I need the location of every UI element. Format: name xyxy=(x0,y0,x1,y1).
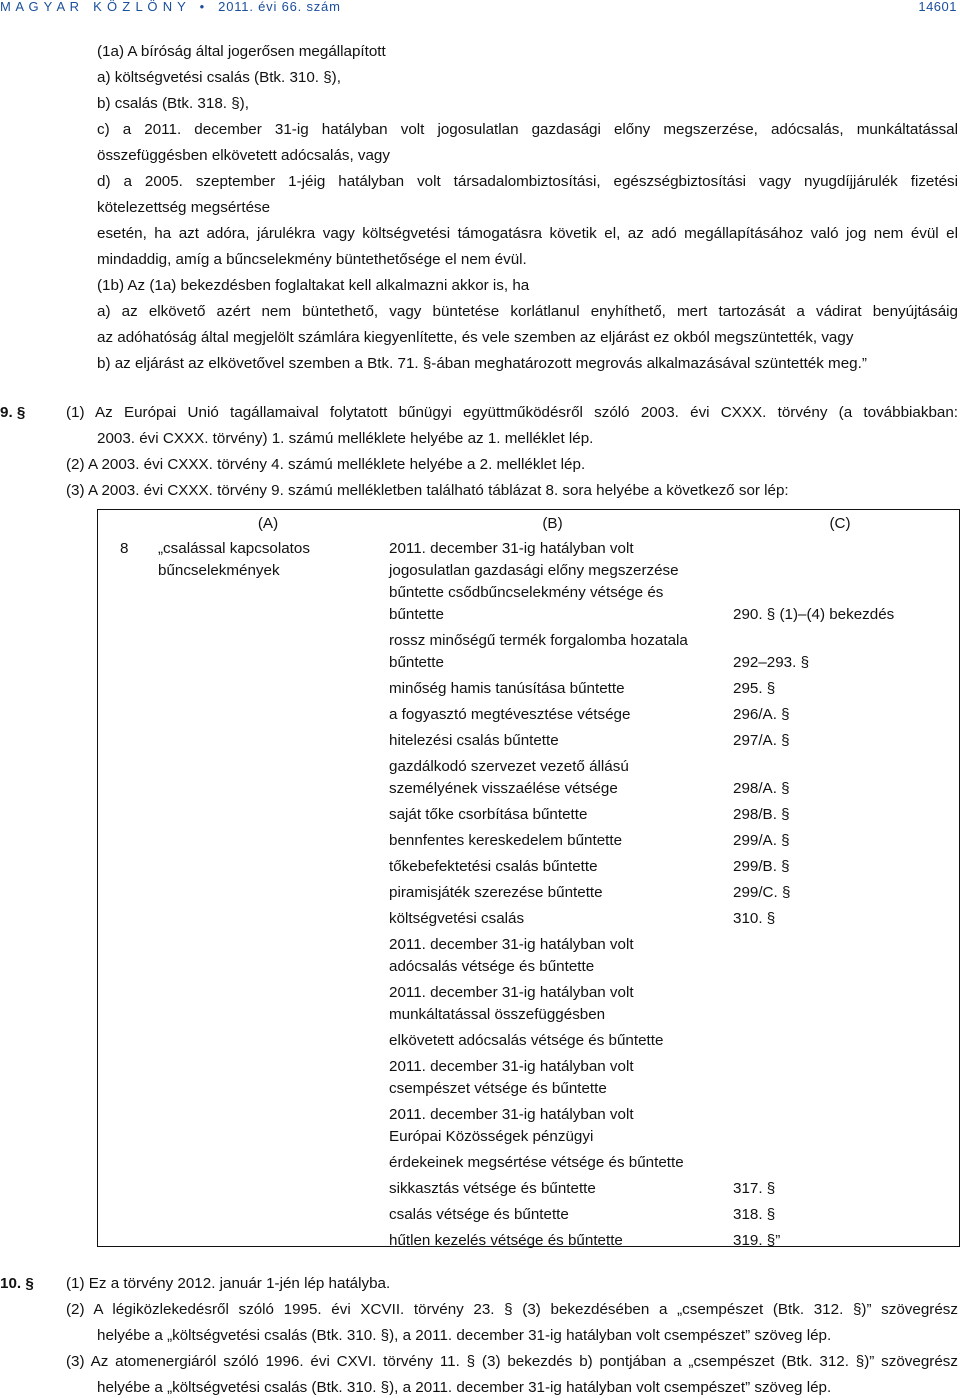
item-1b-b: b) az eljárást az elkövetővel szemben a Btk. 71. §-ában meghatározott megrovás alkalmazásával szüntették meg.” xyxy=(97,355,867,372)
section-9-para-2: (2) A 2003. évi CXXX. törvény 4. számú melléklete helyébe a 2. melléklet lép. xyxy=(66,456,586,473)
column-b-line: sikkasztás vétsége és bűntette xyxy=(389,1180,596,1197)
column-b-line: személyének visszaélése vétsége xyxy=(389,780,618,797)
column-c-line: 295. § xyxy=(733,680,776,697)
table-top-border xyxy=(97,509,960,510)
column-b-line: piramisjáték szerezése bűntette xyxy=(389,884,603,901)
column-b-line: minőség hamis tanúsítása bűntette xyxy=(389,680,625,697)
row-label-line-1: „csalással kapcsolatos xyxy=(158,540,310,557)
item-c: c) a 2011. december 31-ig hatályban volt jogosulatlan gazdasági előny megszerzése, adócsalás, munkáltatással xyxy=(97,121,958,138)
column-b-line: költségvetési csalás xyxy=(389,910,525,927)
section-9-para-3: (3) A 2003. évi CXXX. törvény 9. számú mellékletben található táblázat 8. sora helyébe a következő sor lép: xyxy=(66,482,789,499)
item-d: d) a 2005. szeptember 1-jéig hatályban volt társadalombiztosítási, egészségbiztosítási vagy nyugdíjjárulék fizetési xyxy=(97,173,958,190)
column-header-b: (B) xyxy=(542,515,563,532)
column-c-line: 299/C. § xyxy=(733,884,791,901)
journal-title: M A G Y A R K Ö Z L Ö N Y • 2011. évi 66. szám xyxy=(0,0,341,14)
section-10-para-1: (1) Ez a törvény 2012. január 1-jén lép hatályba. xyxy=(66,1275,391,1292)
page-number: 14601 xyxy=(918,0,957,14)
section-10-number: 10. § xyxy=(0,1275,34,1292)
column-b-line: tőkebefektetési csalás bűntette xyxy=(389,858,598,875)
column-b-line: csempészet vétsége és bűntette xyxy=(389,1080,607,1097)
section-10-para-3: (3) Az atomenergiáról szóló 1996. évi CXVI. törvény 11. § (3) bekezdés b) pontjában a „csempészet (Btk. 312. §)” szövegrész xyxy=(66,1353,958,1370)
section-10-para-3-cont: helyébe a „költségvetési csalás (Btk. 310. §), a 2011. december 31-ig hatályban volt csempészet” szöveg lép. xyxy=(97,1379,832,1396)
column-b-line: adócsalás vétsége és bűntette xyxy=(389,958,595,975)
column-b-line: 2011. december 31-ig hatályban volt xyxy=(389,936,634,953)
column-b-line: hitelezési csalás bűntette xyxy=(389,732,559,749)
column-c-line: 298/B. § xyxy=(733,806,790,823)
column-header-c: (C) xyxy=(829,515,851,532)
column-c-line: 310. § xyxy=(733,910,776,927)
column-b-line: a fogyasztó megtévesztése vétsége xyxy=(389,706,631,723)
column-c-line: 318. § xyxy=(733,1206,776,1223)
column-b-line: bennfentes kereskedelem bűntette xyxy=(389,832,623,849)
item-a: a) költségvetési csalás (Btk. 310. §), xyxy=(97,69,341,86)
table-left-border xyxy=(97,509,98,1247)
para-tail-cont: mindaddig, amíg a bűncselekmény büntethetősége el nem évül. xyxy=(97,251,527,268)
column-b-line: bűntette xyxy=(389,654,444,671)
item-1b-a-cont: az adóhatóság által megjelölt számlára kiegyenlítette, és vele szemben az eljárást ez okból megszüntették, vagy xyxy=(97,329,854,346)
column-b-line: 2011. december 31-ig hatályban volt xyxy=(389,540,634,557)
column-c-line: 292–293. § xyxy=(733,654,810,671)
section-9-para-1-cont: 2003. évi CXXX. törvény) 1. számú melléklete helyébe az 1. melléklet lép. xyxy=(97,430,594,447)
column-b-line: csalás vétsége és bűntette xyxy=(389,1206,569,1223)
column-b-line: bűntette xyxy=(389,606,444,623)
column-b-line: elkövetett adócsalás vétsége és bűntette xyxy=(389,1032,664,1049)
para-1a: (1a) A bíróság által jogerősen megállapított xyxy=(97,43,386,60)
column-c-line: 317. § xyxy=(733,1180,776,1197)
running-header xyxy=(0,0,960,14)
column-b-line: gazdálkodó szervezet vezető állású xyxy=(389,758,629,775)
column-b-line: 2011. december 31-ig hatályban volt xyxy=(389,1106,634,1123)
row-number: 8 xyxy=(120,540,129,557)
column-b-line: Európai Közösségek pénzügyi xyxy=(389,1128,594,1145)
para-tail: esetén, ha azt adóra, járulékra vagy költségvetési támogatásra követik el, az adó megállapításához való jog nem évül el xyxy=(97,225,958,242)
column-b-line: rossz minőségű termék forgalomba hozatala xyxy=(389,632,688,649)
item-c-cont: összefüggésben elkövetett adócsalás, vagy xyxy=(97,147,390,164)
column-c-line: 319. §” xyxy=(733,1232,781,1249)
column-c-line: 290. § (1)–(4) bekezdés xyxy=(733,606,895,623)
column-c-line: 298/A. § xyxy=(733,780,790,797)
column-b-line: jogosulatlan gazdasági előny megszerzése xyxy=(389,562,679,579)
column-b-line: hűtlen kezelés vétsége és bűntette xyxy=(389,1232,623,1249)
section-10-para-2-cont: helyébe a „költségvetési csalás (Btk. 310. §), a 2011. december 31-ig hatályban volt csempészet” szöveg lép. xyxy=(97,1327,832,1344)
column-b-line: saját tőke csorbítása bűntette xyxy=(389,806,588,823)
item-1b-a: a) az elkövető azért nem büntethető, vagy büntetése korlátlanul enyhíthető, mert tartozását a vádirat benyújtásáig xyxy=(97,303,958,320)
section-10-para-2: (2) A légiközlekedésről szóló 1995. évi XCVII. törvény 23. § (3) bekezdésében a „csempészet (Btk. 312. §)” szövegrész xyxy=(66,1301,958,1318)
para-1b: (1b) Az (1a) bekezdésben foglaltakat kell alkalmazni akkor is, ha xyxy=(97,277,530,294)
section-9-number: 9. § xyxy=(0,404,26,421)
item-b: b) csalás (Btk. 318. §), xyxy=(97,95,249,112)
section-9-para-1: (1) Az Európai Unió tagállamaival folytatott bűnügyi együttműködésről szóló 2003. évi CXXX. törvény (a továbbiakban: xyxy=(66,404,958,421)
column-c-line: 299/A. § xyxy=(733,832,790,849)
column-c-line: 297/A. § xyxy=(733,732,790,749)
column-c-line: 296/A. § xyxy=(733,706,790,723)
column-b-line: 2011. december 31-ig hatályban volt xyxy=(389,1058,634,1075)
column-b-line: 2011. december 31-ig hatályban volt xyxy=(389,984,634,1001)
row-label-line-2: bűncselekmények xyxy=(158,562,280,579)
column-header-a: (A) xyxy=(257,515,279,532)
item-d-cont: kötelezettség megsértése xyxy=(97,199,271,216)
column-c-line: 299/B. § xyxy=(733,858,790,875)
column-b-line: munkáltatással összefüggésben xyxy=(389,1006,606,1023)
column-b-line: érdekeinek megsértése vétsége és bűntette xyxy=(389,1154,684,1171)
column-b-line: bűntette csődbűncselekmény vétsége és xyxy=(389,584,664,601)
